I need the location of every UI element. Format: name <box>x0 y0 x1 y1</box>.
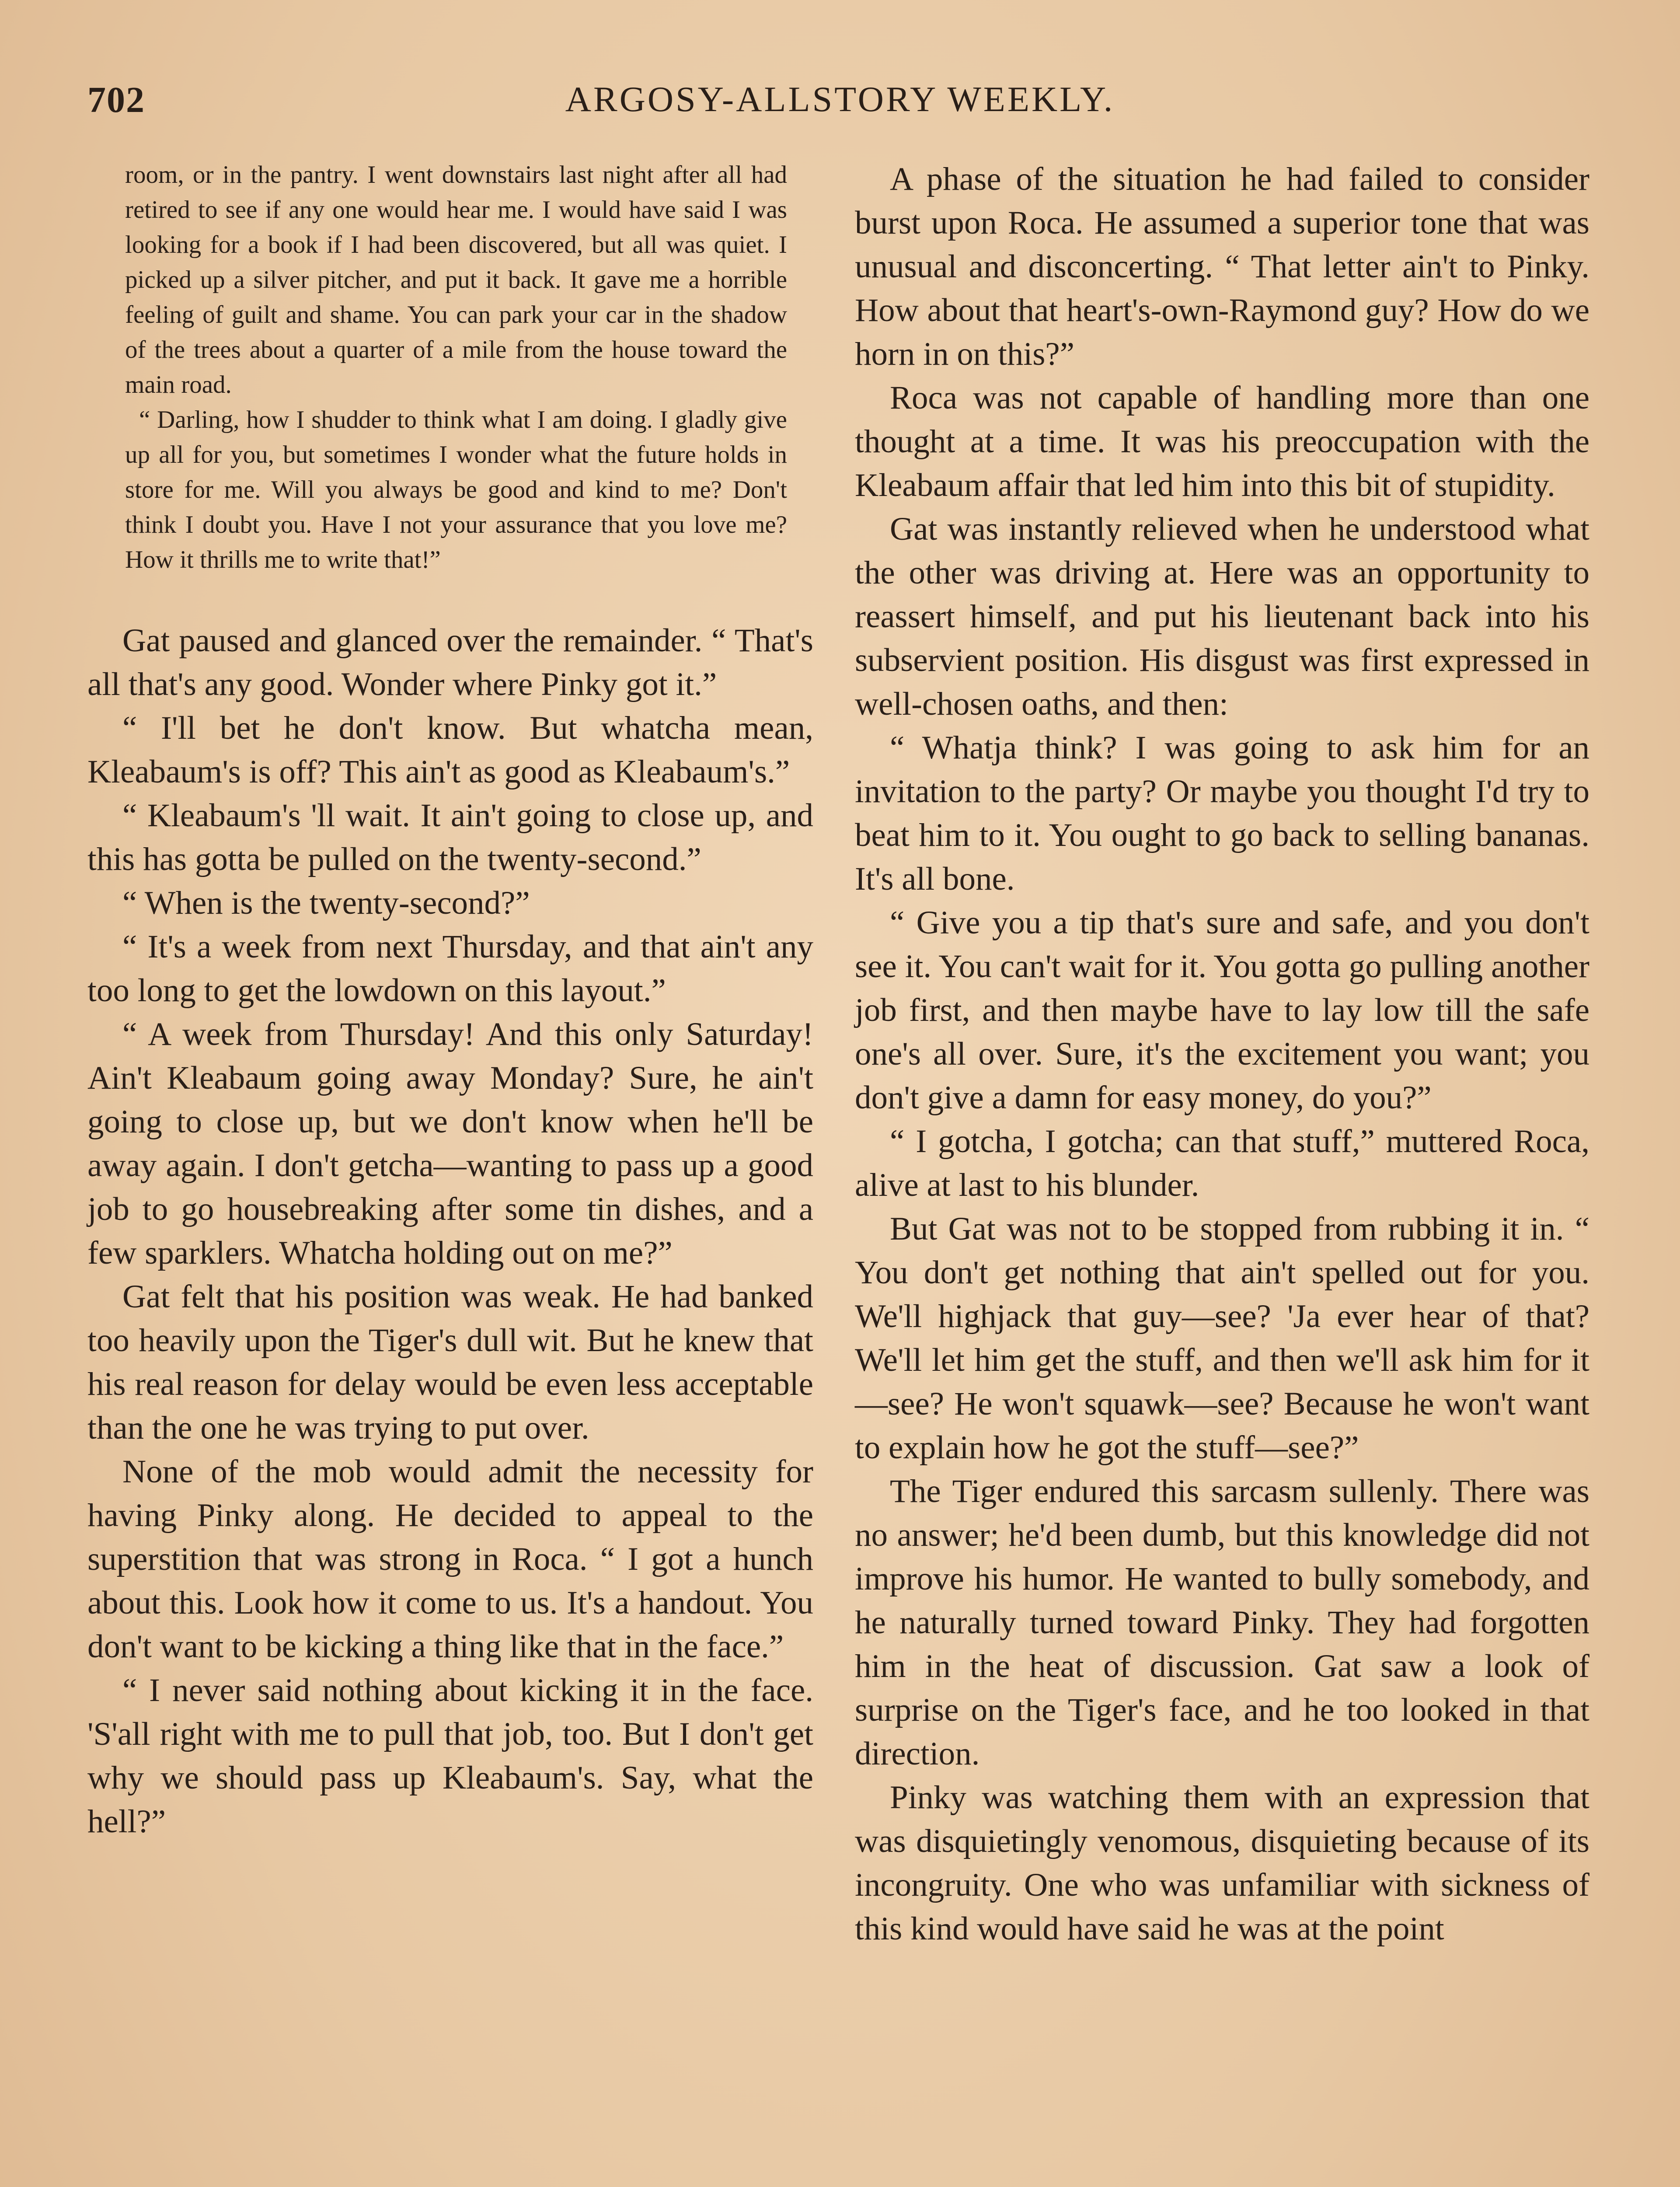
body-paragraph: “ Kleabaum's 'll wait. It ain't going to close up, and this has gotta be pulled on the twenty-second.” <box>87 797 813 877</box>
body-paragraph: The Tiger endured this sarcasm sullenly. There was no answer; he'd been dumb, but this knowledge did not improve his humor. He wanted to bully somebody, and he naturally turned toward Pinky. They had forgotten him in the heat of discussion. Gat saw a look of surprise on the Tiger's face, and he too looked in that direction. <box>855 1473 1589 1772</box>
body-paragraph: “ It's a week from next Thursday, and that ain't any too long to get the lowdown on this layout.” <box>87 929 813 1009</box>
body-paragraph: Gat was instantly relieved when he understood what the other was driving at. Here was an opportunity to reassert himself, and put his lieutenant back into his subservient position. His disgust was first expressed in well-chosen oaths, and then: <box>855 511 1589 722</box>
page-header <box>87 79 1593 131</box>
running-title: ARGOSY-ALLSTORY WEEKLY. <box>565 79 1115 119</box>
body-paragraph: Gat paused and glanced over the remainder. “ That's all that's any good. Wonder where Pinky got it.” <box>87 622 813 702</box>
left-body-text <box>87 619 813 1844</box>
body-paragraph: Pinky was watching them with an expression that was disquietingly venomous, disquieting because of its incongruity. One who was unfamiliar with sickness of this kind would have said he was at the point <box>855 1779 1589 1947</box>
body-paragraph: But Gat was not to be stopped from rubbing it in. “ You don't get nothing that ain't spelled out for you. We'll highjack that guy—see? 'Ja ever hear of that? We'll let him get the stuff, and then we'll ask him for it—see? He won't squawk—see? Because he won't want to explain how he got the stuff—see?” <box>855 1211 1589 1466</box>
body-paragraph: Roca was not capable of handling more than one thought at a time. It was his preoccupation with the Kleabaum affair that led him into this bit of stupidity. <box>855 380 1589 503</box>
body-paragraph: “ A week from Thursday! And this only Saturday! Ain't Kleabaum going away Monday? Sure, he ain't going to close up, but we don't know when he'll be away again. I don't getcha—wanting to pass up a good job to go housebreaking after some tin dishes, and a few sparklers. Whatcha holding out on me?” <box>87 1016 813 1271</box>
body-paragraph: “ Whatja think? I was going to ask him for an invitation to the party? Or maybe you thought I'd try to beat him to it. You ought to go back to selling bananas. It's all bone. <box>855 730 1589 897</box>
body-paragraph: “ When is the twenty-second?” <box>122 885 530 921</box>
left-column <box>87 157 813 1844</box>
page-number: 702 <box>87 80 145 120</box>
body-paragraph: Gat felt that his position was weak. He had banked too heavily upon the Tiger's dull wit. But he knew that his real reason for delay would be even less acceptable than the one he was trying to put over. <box>87 1279 813 1446</box>
letter-paragraph: “ Darling, how I shudder to think what I am doing. I gladly give up all for you, but sometimes I wonder what the future holds in store for me. Will you always be good and kind to me? Don't think I doubt you. Have I not your assurance that you love me? How it thrills me to write that!” <box>125 406 787 573</box>
right-column <box>855 157 1589 1951</box>
letter-paragraph: room, or in the pantry. I went downstairs last night after all had retired to see if any one would hear me. I would have said I was looking for a book if I had been discovered, but all was quiet. I picked up a silver pitcher, and put it back. It gave me a horrible feeling of guilt and shame. You can park your car in the shadow of the trees about a quarter of a mile from the house toward the main road. <box>125 161 787 398</box>
body-paragraph: “ I gotcha, I gotcha; can that stuff,” muttered Roca, alive at last to his blunder. <box>855 1123 1589 1203</box>
body-paragraph: “ I'll bet he don't know. But whatcha mean, Kleabaum's is off? This ain't as good as Kleabaum's.” <box>87 710 813 790</box>
body-paragraph: “ I never said nothing about kicking it in the face. 'S'all right with me to pull that job, too. But I don't get why we should pass up Kleabaum's. Say, what the hell?” <box>87 1672 813 1840</box>
body-paragraph: A phase of the situation he had failed to consider burst upon Roca. He assumed a superior tone that was unusual and disconcerting. “ That letter ain't to Pinky. How about that heart's-own-Raymond guy? How do we horn in on this?” <box>855 161 1589 372</box>
right-body-text <box>855 157 1589 1951</box>
body-paragraph: “ Give you a tip that's sure and safe, and you don't see it. You can't wait for it. You gotta go pulling another job first, and then maybe have to lay low till the safe one's all over. Sure, it's the excitement you want; you don't give a damn for easy money, do you?” <box>855 905 1589 1116</box>
body-paragraph: None of the mob would admit the necessity for having Pinky along. He decided to appeal to the superstition that was strong in Roca. “ I got a hunch about this. Look how it come to us. It's a handout. You don't want to be kicking a thing like that in the face.” <box>87 1453 813 1665</box>
quoted-letter <box>87 157 813 577</box>
